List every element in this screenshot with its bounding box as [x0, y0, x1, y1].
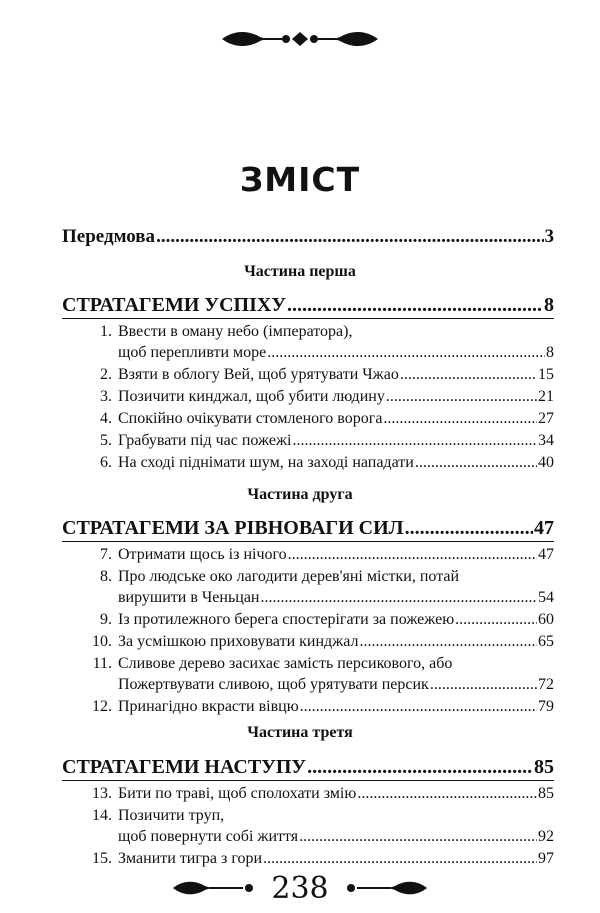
- toc-page-number: 72: [538, 676, 554, 693]
- toc-section-strategems-balance[interactable]: [62, 517, 554, 540]
- toc-item-10[interactable]: [86, 633, 554, 651]
- toc-page-number: 27: [538, 410, 554, 427]
- part-heading: Частина друга: [247, 486, 353, 503]
- item-text: Позичити труп,: [118, 807, 225, 824]
- toc-item-15[interactable]: [86, 850, 554, 868]
- toc-page-number: 85: [534, 756, 554, 778]
- toc-item-13[interactable]: [86, 785, 554, 803]
- item-text: Бити по траві, щоб сполохати змію: [118, 785, 357, 802]
- toc-page-number: 40: [538, 454, 554, 471]
- item-number: 14.: [92, 807, 112, 824]
- toc-page-number: 34: [538, 432, 554, 449]
- toc-page-number: 85: [538, 785, 554, 802]
- dot-leader: [359, 633, 537, 651]
- item-text: Сливове дерево засихає замість персикового, або: [118, 655, 453, 672]
- item-text: Принагідно вкрасти вівцю: [118, 698, 299, 715]
- toc-page-number: 65: [538, 633, 554, 650]
- toc-item-2[interactable]: [86, 366, 554, 384]
- toc-page-number: 92: [538, 828, 554, 845]
- toc-item-line: [86, 323, 352, 341]
- section-rule: [62, 541, 554, 542]
- item-number: 12.: [92, 698, 112, 715]
- dot-leader: [430, 676, 537, 694]
- toc-item-5[interactable]: [86, 432, 554, 450]
- dot-leader: [415, 454, 537, 472]
- item-number: 7.: [100, 546, 112, 563]
- section-label: СТРАТАГЕМИ НАСТУПУ: [62, 756, 307, 778]
- item-text: вирушити в Ченьцан: [118, 589, 260, 606]
- item-number: 10.: [92, 633, 112, 650]
- dot-leader: [287, 294, 543, 317]
- item-text: За усмішкою приховувати кинджал: [118, 633, 359, 650]
- item-number: 1.: [100, 323, 112, 340]
- page-title: ЗМІСТ: [239, 160, 361, 199]
- section-rule: [62, 318, 554, 319]
- toc-item-6[interactable]: [86, 454, 554, 472]
- part-heading: Частина перша: [244, 263, 356, 280]
- toc-item-11[interactable]: [86, 676, 554, 694]
- item-number: 9.: [100, 611, 112, 628]
- item-text: Про людське око лагодити дерев'яні містки, потай: [118, 568, 460, 585]
- toc-section-strategems-offense[interactable]: [62, 756, 554, 779]
- toc-item-line: [86, 807, 224, 825]
- dot-leader: [386, 388, 537, 406]
- item-text: Зманити тигра з гори: [118, 850, 263, 867]
- toc-item-8[interactable]: [86, 589, 554, 607]
- toc-page-number: 47: [534, 517, 554, 539]
- toc-entry-preface[interactable]: [62, 226, 554, 248]
- dot-leader: [400, 366, 537, 384]
- item-number: 8.: [100, 568, 112, 585]
- dot-leader: [263, 850, 537, 868]
- item-text: Із протилежного берега спостерігати за пожежею: [118, 611, 455, 628]
- page-number: 238: [271, 870, 329, 906]
- dot-leader: [405, 517, 533, 540]
- item-text: Пожертвувати сливою, щоб урятувати персик: [118, 676, 429, 693]
- item-text: Взяти в облогу Вей, щоб урятувати Чжао: [118, 366, 399, 383]
- dot-leader: [260, 589, 537, 607]
- dot-leader: [288, 546, 537, 564]
- toc-page-number: 60: [538, 611, 554, 628]
- item-number: 2.: [100, 366, 112, 383]
- toc-page-number: 21: [538, 388, 554, 405]
- dot-leader: [307, 756, 533, 779]
- dot-leader: [292, 432, 537, 450]
- item-text: На сході піднімати шум, на заході нападати: [118, 454, 414, 471]
- flourish-right-icon: [339, 876, 429, 900]
- toc-page-number: 97: [538, 850, 554, 867]
- item-number: 15.: [92, 850, 112, 867]
- top-ornament: [0, 22, 600, 56]
- toc-item-12[interactable]: [86, 698, 554, 716]
- toc-item-7[interactable]: [86, 546, 554, 564]
- item-number: 11.: [92, 655, 112, 672]
- item-number: 13.: [92, 785, 112, 802]
- bottom-ornament: [0, 868, 600, 908]
- item-text: Позичити кинджал, щоб убити людину: [118, 388, 385, 405]
- dot-leader: [267, 344, 545, 362]
- dot-leader: [383, 410, 537, 428]
- item-text: щоб повернути собі життя: [118, 828, 299, 845]
- item-number: 6.: [100, 454, 112, 471]
- toc-item-9[interactable]: [86, 611, 554, 629]
- dot-leader: [299, 828, 537, 846]
- item-number: 5.: [100, 432, 112, 449]
- item-text: щоб перепливти море: [118, 344, 267, 361]
- part-heading: Частина третя: [247, 724, 353, 741]
- toc-item-4[interactable]: [86, 410, 554, 428]
- toc-item-14[interactable]: [86, 828, 554, 846]
- section-label: СТРАТАГЕМИ УСПІХУ: [62, 294, 286, 316]
- flourish-ornament-icon: [220, 24, 380, 54]
- section-rule: [62, 780, 554, 781]
- toc-page-number: 15: [538, 366, 554, 383]
- toc-page-number: 54: [538, 589, 554, 606]
- toc-page-number: 47: [538, 546, 554, 563]
- item-text: Спокійно очікувати стомленого ворога: [118, 410, 383, 427]
- toc-entry-label: Передмова: [62, 226, 156, 247]
- dot-leader: [300, 698, 537, 716]
- section-label: СТРАТАГЕМИ ЗА РІВНОВАГИ СИЛ: [62, 517, 404, 539]
- dot-leader: [156, 226, 543, 248]
- item-text: Ввести в оману небо (імператора),: [118, 323, 353, 340]
- item-number: 3.: [100, 388, 112, 405]
- item-number: 4.: [100, 410, 112, 427]
- item-text: Грабувати під час пожежі: [118, 432, 292, 449]
- toc-page-number: 3: [544, 226, 554, 247]
- dot-leader: [455, 611, 537, 629]
- flourish-left-icon: [171, 876, 261, 900]
- toc-item-line: [86, 568, 459, 586]
- toc-page-number: 8: [544, 294, 554, 316]
- toc-page-number: 8: [546, 344, 554, 361]
- toc-section-strategems-success[interactable]: [62, 294, 554, 317]
- item-text: Отримати щось із нічого: [118, 546, 287, 563]
- toc-item-3[interactable]: [86, 388, 554, 406]
- dot-leader: [357, 785, 537, 803]
- toc-item-1[interactable]: [86, 344, 554, 362]
- toc-page-number: 79: [538, 698, 554, 715]
- toc-item-line: [86, 655, 452, 673]
